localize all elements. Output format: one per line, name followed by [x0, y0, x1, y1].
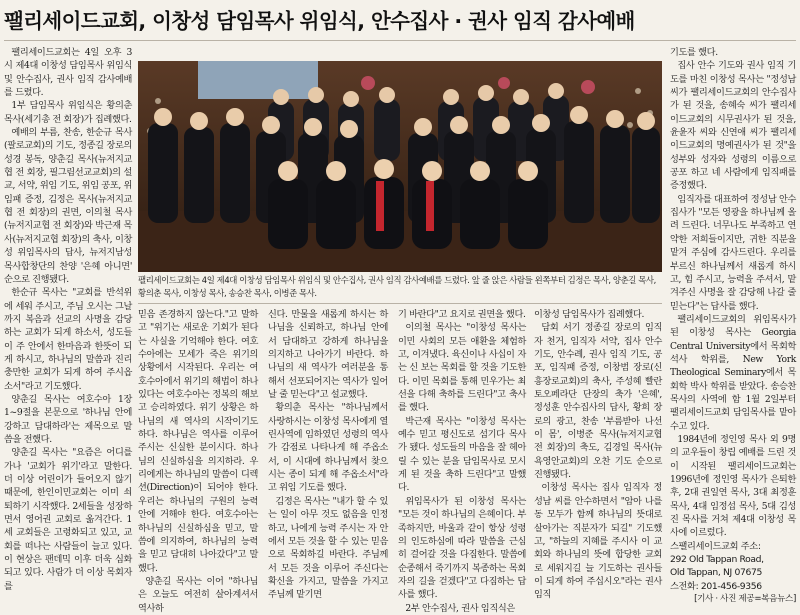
paragraph: 예배의 부름, 찬송, 한순규 목사(팔로교회)의 기도, 정종길 장로의 성경 봉독, 양춘길 목사(뉴저지교협 전 회장, 필그림선교교회)의 설교, 서약, 위임 기도, 위임 공포, 위임패 증정, 김정은 목사(뉴저지교협 전 회장)의 권면, 이의철 목사(뉴저지교협 전 회장)와 박근재 목사(뉴저지교협 회장)의 축사, 이창성 위임목사의 답사, 뉴저지남성목사합창단의 찬양 '은혜 아니면' 순으로 진행됐다. — [4, 127, 133, 285]
paragraph: 기 바란다"고 요지로 권면을 했다. — [398, 309, 526, 320]
paragraph: 2부 안수집사, 권사 임직식은 — [405, 602, 515, 614]
paragraph: 이창성 담임목사가 집례했다. — [534, 309, 645, 320]
event-photo — [138, 61, 662, 272]
photo-caption: 팰리세이드교회는 4일 제4대 이창성 담임목사 위임식 및 안수집사, 권사 임직 감사예배를 드렸다. 앞 줄 앉은 사람들 왼쪽부터 김정은 목사, 양춘길 목사, 황의춘 목사, 이창성 목사, 송승찬 목사, 이병준 목사. — [138, 275, 656, 298]
article-column-4 — [398, 308, 526, 614]
address-label: 스팰리세이드교회 주소: — [670, 540, 761, 552]
paragraph: 1부 담임목사 위임식은 황의춘 목사(세기총 전 회장)가 집례했다. — [4, 100, 132, 125]
address-city: Old Tappan, NJ 07675 — [670, 567, 762, 579]
paragraph: 한순규 목사는 "교회를 반석위에 세워 주시고, 주님 오시는 그날까지 복음과 선교의 사명을 감당하는 교회가 되게 하소서, 성도들이 주 안에서 한마음과 한뜻이 되게 하시고, 하나님의 말씀과 진리 충만한 교회가 되게 하여 주시옵소서"라고 기도했다. — [4, 287, 132, 392]
paragraph: 팰리세이드교회의 위임목사가 된 이창성 목사는 Georgia Central University에서 목회학 석사 학위를, New York Theological Seminary에서 목회학 박사 학위를 받았다. 송승찬 목사의 사역에 함 1월 2일부터 팰리세이드교회 담임목사를 맡아 수고 있다. — [670, 313, 796, 432]
paragraph: 기도를 했다. — [670, 47, 718, 58]
caption-divider — [138, 303, 662, 304]
article-credit: [기사 · 사진 제공=복음뉴스] — [694, 594, 796, 605]
paragraph: 신다. 만물을 새롭게 하시는 하나님을 신뢰하고, 하나님 안에서 담대하고 강하게 하나님을 의지하고 나아가기 바란다. 하나님의 새 역사가 여러분을 통해서 선포되어지는 역사가 일어날 줄 믿는다"고 설교했다. — [268, 309, 388, 401]
paragraph: 임직자를 대표하여 정성남 안수집사가 "모든 영광을 하나님께 올려 드린다. 너무나도 부족하고 연약한 저희들이지만, 귀한 직분을 맡겨 주심에 감사드린다. 우리를 부르신 하나님께서 새롭게 하시고, 힘 주시고, 능력을 주셔서, 맡겨주신 사명을 잘 감당해 나갈 줄 믿는다"는 답사를 했다. — [670, 193, 796, 312]
paragraph: 집사 안수 기도와 권사 임직 기도를 마친 이창성 목사는 "정성남 씨가 팰리세이드교회의 안수집사가 된 것을, 송혜숙 씨가 팰리세이드교회의 시무권사가 된 것을, 윤윤자 씨와 신연애 씨가 팰리세이드교회의 명예권사가 된 것"을 성부와 성자와 성령의 이름으로 공포 하고 네 사람에게 임직패를 증정했다. — [670, 60, 796, 192]
article-column-5 — [534, 308, 662, 601]
paragraph: 담회 서기 정종길 장로의 임직자 천거, 임직자 서약, 집사 안수 기도, 안수례, 권사 임직 기도, 공포, 임직패 증정, 이창범 장로(신흥장로교회)의 축사, 주성혜 빨란토오페라단 단장의 축가 '은혜', 정성훈 안수집사의 답사, 황희 장로의 광고, 찬송 '부름받아 나선 이 몸', 이병준 목사(뉴저지교협 전 회장)의 축도, 김경일 목사(뉴욕영안교회)의 오찬 기도 순으로 진행됐다. — [534, 322, 662, 481]
article-column-2 — [138, 308, 258, 614]
paragraph: 이창성 목사는 집사 임직자 정성남 씨를 안수하면서 "암아 나를 동 모두가 함께 하나님의 뜻대로 살아가는 직분자가 되길" 기도했고, "하늘의 지혜를 주시사 이 교회와 하나님의 뜻에 합당한 교회로 세워지길 늘 기도하는 권사들이 되게 하여 주십시오"라는 권사 임직 — [534, 482, 662, 601]
paragraph: 양춘길 목사는 여호수아 1장 1~9절을 본문으로 '하나님 안에 강하고 담대하라'는 제목으로 말씀을 전했다. — [4, 393, 132, 445]
address-phone: 스전화: 201-456-9356 — [670, 580, 762, 592]
church-address — [670, 540, 796, 593]
group-photo-illustration — [138, 61, 662, 272]
headline-divider — [4, 40, 796, 41]
article-column-1 — [4, 46, 133, 592]
paragraph: 양춘길 목사는 "요즘은 어디를 가나 '교회가 위기'라고 말한다. 더 이상 어린이가 들어오지 않기 때문에, 한인이민교회는 이미 쇠퇴하기 시작했다. 2세들을 성장하면서 영어권 교회로 옮겨간다. 1세 교회들은 고령화되고 있고, 교회를 떠나는 사람들이 늘고 있다. 이 현상은 팬데믹 이후 더욱 심화되고 있다. 사람가 더 이상 목회자를 — [4, 447, 132, 592]
paragraph: 양춘길 목사는 이어 "하나님은 오늘도 여전히 살아계셔서 역사하 — [138, 575, 258, 614]
paragraph: 팰리세이드교회는 4일 오후 3시 제4대 이창성 담임목사 위임식 및 안수집사, 권사 임직 감사예배를 드렸다. — [4, 47, 132, 99]
paragraph: 1984년에 정인영 목사 외 9명의 교우들이 창립 예배를 드린 것이 시작된 팰리세이드교회는 1996년에 정인영 목사가 은퇴한 후, 2대 권일연 목사, 3대 최정훈 목사, 4대 임정섭 목사, 5대 김성진 목사를 거쳐 제4대 이창성 목사에 이르렀다. — [670, 433, 796, 539]
paragraph: 믿음 존경하지 않는다."고 말하고 "위기는 새로운 기회가 된다는 사실을 기억해야 한다. 여호수아에는 모세가 죽은 위기의 상황에서 시작된다. 우리는 여호수아에서 위기의 해법이 하나 있다는 여호수아는 정복의 해보고 승리하였다. 위기 상황은 하나님의 새 역사의 시작이기도 하다. 하나님은 역사를 이루어 주시는 신실한 분이시다. 하나님의 신실하심을 의지하라. 우리에게는 하나님의 말씀이 디렉션(Direction)이 되어야 한다. 우리는 하나님의 구원의 능력 안에 거해야 한다. 여호수아는 하나님의 신실하심을 믿고, 말씀에 의지하여, 하나님의 능력을 믿고 담대히 나아갔다"고 말했다. — [138, 309, 258, 574]
article-column-3 — [268, 308, 388, 601]
article-column-6 — [670, 46, 796, 605]
paragraph: 황의춘 목사는 "하나님께서 사랑하시는 이창성 목사에게 열린사역에 임하였던 성령의 역사가 감점로 나타나게 해 주옵소서, 이 시대에 하나님께서 찾으시는 종이 되게 해 주옵소서"라고 위임 기도를 했다. — [268, 402, 388, 494]
paragraph: 박근재 목사는 "이창성 목사는 예수 믿고 평신도로 섬기다 목사가 됐다. 성도들의 마음을 잘 헤아릴 수 있는 분을 담임목사로 모시게 된 것을 축하 드린다"고 말했다. — [398, 415, 526, 494]
paragraph: 이의철 목사는 "이창성 목사는 이민 사회의 모든 애환을 체험하고, 이겨냈다. 육신이나 사십이 자는 신 보는 목회를 할 것을 기도한다. 이민 목회를 통해 민우가는 최선을 다해 축하를 드린다"고 축사를 했다. — [398, 322, 526, 414]
paragraph: 김정은 목사는 "내가 할 수 있는 일이 아무 것도 없음을 인정하고, 나에게 능력 주시는 자 안에서 모든 것을 할 수 있는 믿음으로 목회하길 바란다. 주님께서 모든 것을 이루어 주신다는 확신을 가지고, 말씀을 가지고 주님께 맡기면 — [268, 495, 388, 601]
paragraph: 위임목사가 된 이창성 목사는 "모든 것이 하나님의 은혜이다. 부족하지만, 바울과 같이 항상 성령의 인도하심에 따라 말씀을 근심히 걸어갈 것을 다짐한다. 말씀에 순종해서 죽기까지 복종하는 목회자의 길을 걷겠다"고 다짐하는 답사를 했다. — [398, 495, 526, 601]
address-street: 292 Old Tappan Road, — [670, 554, 764, 566]
article-headline: 팰리세이드교회, 이창성 담임목사 위임식, 안수집사 · 권사 임직 감사예배 — [4, 9, 635, 33]
